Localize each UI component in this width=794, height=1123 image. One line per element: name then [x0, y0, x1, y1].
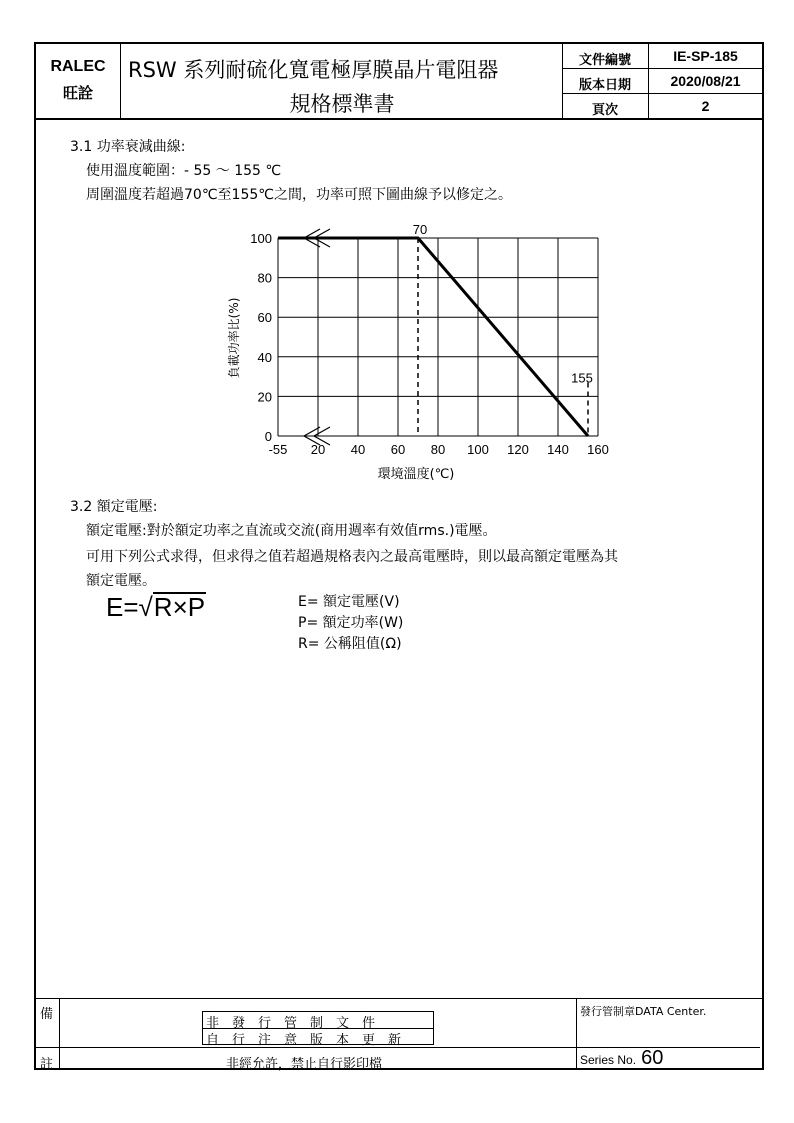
copy-notice: 非經允許，禁止自行影印檔: [226, 1057, 383, 1072]
x-tick-labels: [269, 442, 609, 457]
stamp-line-1: 非發行管制文件: [206, 1016, 389, 1031]
doc-number: IE-SP-185: [673, 48, 738, 64]
issue-stamp: 發行管制章DATA Center.: [580, 1005, 707, 1018]
formula-left: E=√: [106, 592, 153, 622]
x-tick-label: 20: [310, 442, 326, 457]
x-tick-label: 60: [390, 442, 406, 457]
stamp-line-2: 自行注意版本更新: [206, 1033, 415, 1048]
page-label: 頁次: [591, 103, 618, 118]
document-title: RSW 系列耐硫化寬電極厚膜晶片電阻器: [128, 58, 499, 82]
derating-description: 周圍溫度若超過70℃至155℃之間，功率可照下圖曲線予以修定之。: [86, 187, 512, 203]
rated-voltage-formula: [106, 592, 206, 623]
x-tick-label: 40: [350, 442, 366, 457]
series-number: [580, 1047, 663, 1070]
x-axis-label: 環境溫度(℃): [377, 467, 455, 482]
chart-grid: [278, 238, 598, 436]
formula-radicand: R×P: [153, 592, 206, 622]
y-tick-label: 0: [264, 429, 272, 444]
company-logo: [36, 44, 120, 118]
series-value: 60: [641, 1047, 664, 1069]
x-tick-label: 160: [587, 442, 609, 457]
version-date: 2020/08/21: [670, 73, 741, 89]
section-31-heading: 3.1 功率衰減曲線:: [70, 139, 186, 155]
y-tick-labels: [250, 231, 272, 444]
document-subtitle: 規格標準書: [289, 92, 395, 116]
document-footer: [34, 998, 764, 1070]
definition-e: E= 額定電壓(V): [298, 594, 400, 610]
page-number: 2: [701, 98, 710, 114]
temperature-range: 使用溫度範圍：- 55 ～ 155 ℃: [86, 163, 282, 179]
x-tick-label: 80: [430, 442, 446, 457]
derating-curve: [278, 238, 588, 436]
doc-number-label: 文件編號: [578, 53, 631, 68]
y-tick-label: 60: [257, 310, 272, 326]
definition-p: P= 額定功率(W): [298, 615, 404, 631]
y-tick-label: 100: [250, 231, 272, 246]
annotation-label: 155: [571, 370, 593, 386]
rated-voltage-note: 可用下列公式求得，但求得之值若超過規格表內之最高電壓時，則以最高額定電壓為其: [86, 549, 618, 565]
x-tick-label: 100: [467, 442, 489, 457]
y-tick-label: 80: [257, 270, 272, 286]
y-axis-label: 負載功率比(%): [227, 297, 241, 379]
y-tick-label: 40: [257, 349, 272, 365]
company-name-zh: 旺詮: [62, 84, 93, 102]
document-header: [36, 44, 762, 120]
x-tick-label: 120: [507, 442, 529, 457]
chart-annotations: [413, 222, 593, 436]
rated-voltage-definition: 額定電壓:對於額定功率之直流或交流(商用週率有效值rms.)電壓。: [86, 523, 497, 539]
series-label: Series No.: [580, 1053, 637, 1067]
remark-label-top: 備: [40, 1007, 54, 1022]
definition-r: R= 公稱阻值(Ω): [298, 636, 402, 652]
annotation-label: 70: [412, 222, 428, 237]
control-stamp: [202, 1011, 434, 1048]
version-date-label: 版本日期: [578, 78, 631, 93]
x-tick-label: 140: [547, 442, 569, 457]
rated-voltage-note-cont: 額定電壓。: [86, 573, 156, 589]
section-32-heading: 3.2 額定電壓:: [70, 499, 158, 515]
y-tick-label: 20: [257, 389, 272, 405]
axis-break-marks: [304, 229, 330, 445]
remark-label-bottom: 註: [40, 1057, 54, 1072]
x-tick-label: -55: [268, 442, 288, 457]
chart-series: [278, 238, 588, 436]
power-derating-chart: [0, 200, 794, 500]
company-name-en: RALEC: [50, 58, 106, 75]
